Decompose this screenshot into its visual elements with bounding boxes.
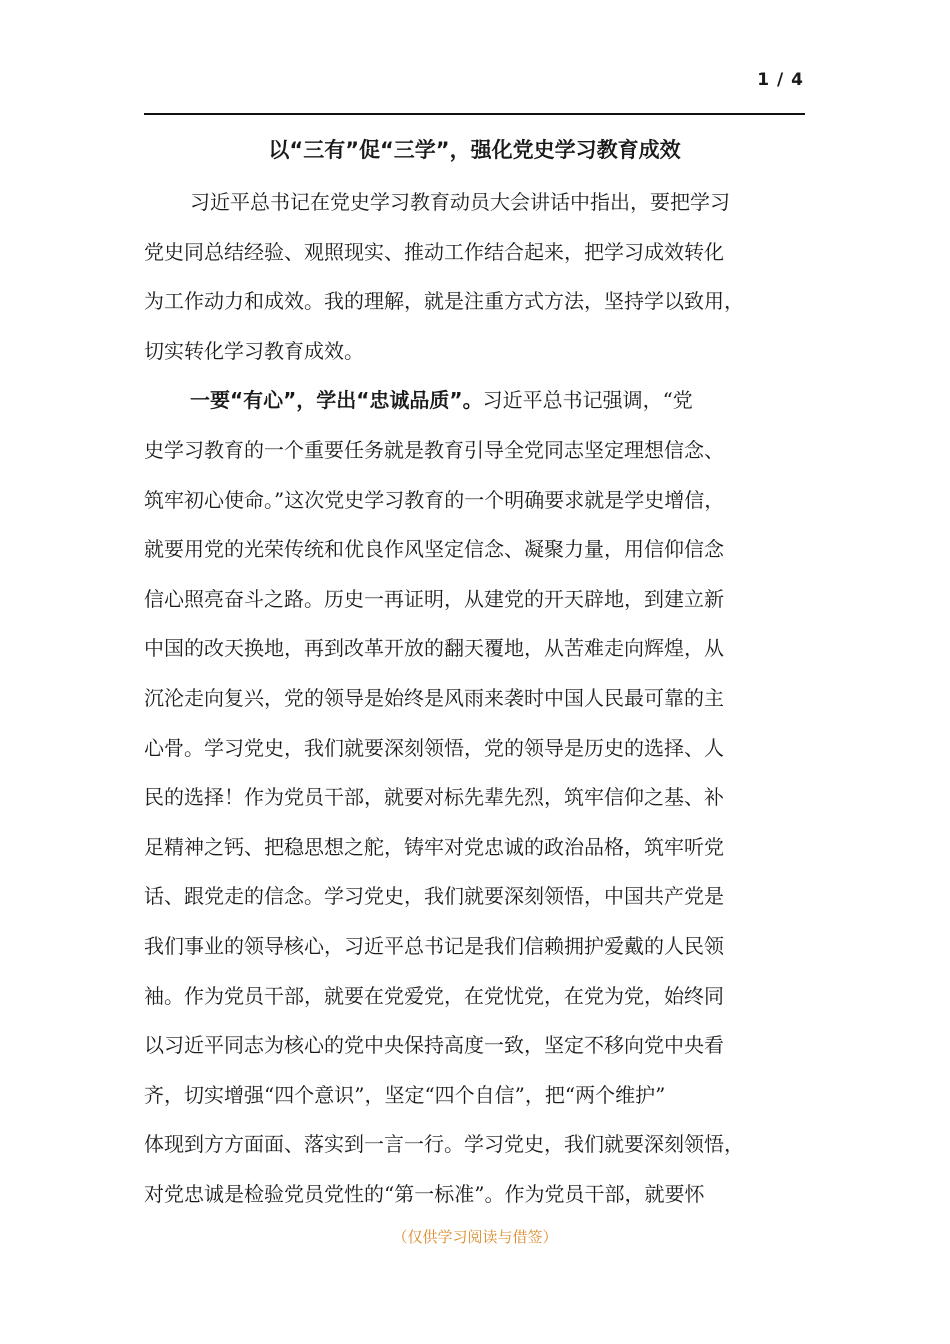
document-title: 以“三有”促“三学”，强化党史学习教育成效 — [268, 138, 681, 162]
paragraph-line: 筑牢初心使命。”这次党史学习教育的一个明确要求就是学史增信， — [144, 487, 725, 512]
paragraph-line: 切实转化学习教育成效。 — [144, 338, 364, 363]
paragraph-line: 信心照亮奋斗之路。历史一再证明，从建党的开天辟地，到建立新 — [144, 586, 724, 611]
document-body — [144, 178, 824, 1219]
paragraph-line: 话、跟党走的信念。学习党史，我们就要深刻领悟，中国共产党是 — [144, 884, 724, 909]
footer-note: （仅供学习阅读与借签） — [392, 1228, 558, 1246]
paragraph-line: 以习近平同志为核心的党中央保持高度一致，坚定不移向党中央看 — [144, 1033, 724, 1058]
paragraph-line: 我们事业的领导核心，习近平总书记是我们信赖拥护爱戴的人民领 — [144, 933, 724, 958]
paragraph-line: 习近平总书记在党史学习教育动员大会讲话中指出，要把学习 — [190, 190, 730, 214]
paragraph-2 — [144, 376, 824, 1219]
paragraph-line: 民的选择！作为党员干部，就要对标先辈先烈，筑牢信仰之基、补 — [144, 785, 724, 810]
paragraph-line: 袖。作为党员干部，就要在党爱党，在党忧党，在党为党，始终同 — [144, 983, 724, 1008]
paragraph-line: 就要用党的光荣传统和优良作风坚定信念、凝聚力量，用信仰信念 — [144, 537, 724, 562]
paragraph-line: 中国的改天换地，再到改革开放的翻天覆地，从苦难走向辉煌，从 — [144, 636, 724, 661]
paragraph-lead-heading: 一要“有心”，学出“忠诚品质”。 — [190, 388, 483, 413]
paragraph-line: 心骨。学习党史，我们就要深刻领悟，党的领导是历史的选择、人 — [144, 735, 724, 760]
page-number: 1 / 4 — [757, 70, 804, 90]
header-rule — [144, 113, 805, 115]
paragraph-line: 对党忠诚是检验党员党性的“第一标准”。作为党员干部，就要怀 — [144, 1181, 705, 1206]
paragraph-line: 体现到方方面面、落实到一言一行。学习党史，我们就要深刻领悟， — [144, 1132, 744, 1157]
paragraph-line — [144, 376, 824, 426]
paragraph-line: 齐，切实增强“四个意识”，坚定“四个自信”，把“两个维护” — [144, 1082, 666, 1107]
paragraph-line: 足精神之钙、把稳思想之舵，铸牢对党忠诚的政治品格，筑牢听党 — [144, 834, 724, 859]
paragraph-1 — [144, 178, 824, 376]
paragraph-line-rest: 习近平总书记强调，“党 — [482, 388, 693, 413]
paragraph-line: 史学习教育的一个重要任务就是教育引导全党同志坚定理想信念、 — [144, 437, 724, 462]
paragraph-line: 沉沦走向复兴，党的领导是始终是风雨来袭时中国人民最可靠的主 — [144, 685, 724, 710]
paragraph-line: 为工作动力和成效。我的理解，就是注重方式方法，坚持学以致用， — [144, 289, 744, 314]
paragraph-line: 党史同总结经验、观照现实、推动工作结合起来，把学习成效转化 — [144, 239, 724, 264]
